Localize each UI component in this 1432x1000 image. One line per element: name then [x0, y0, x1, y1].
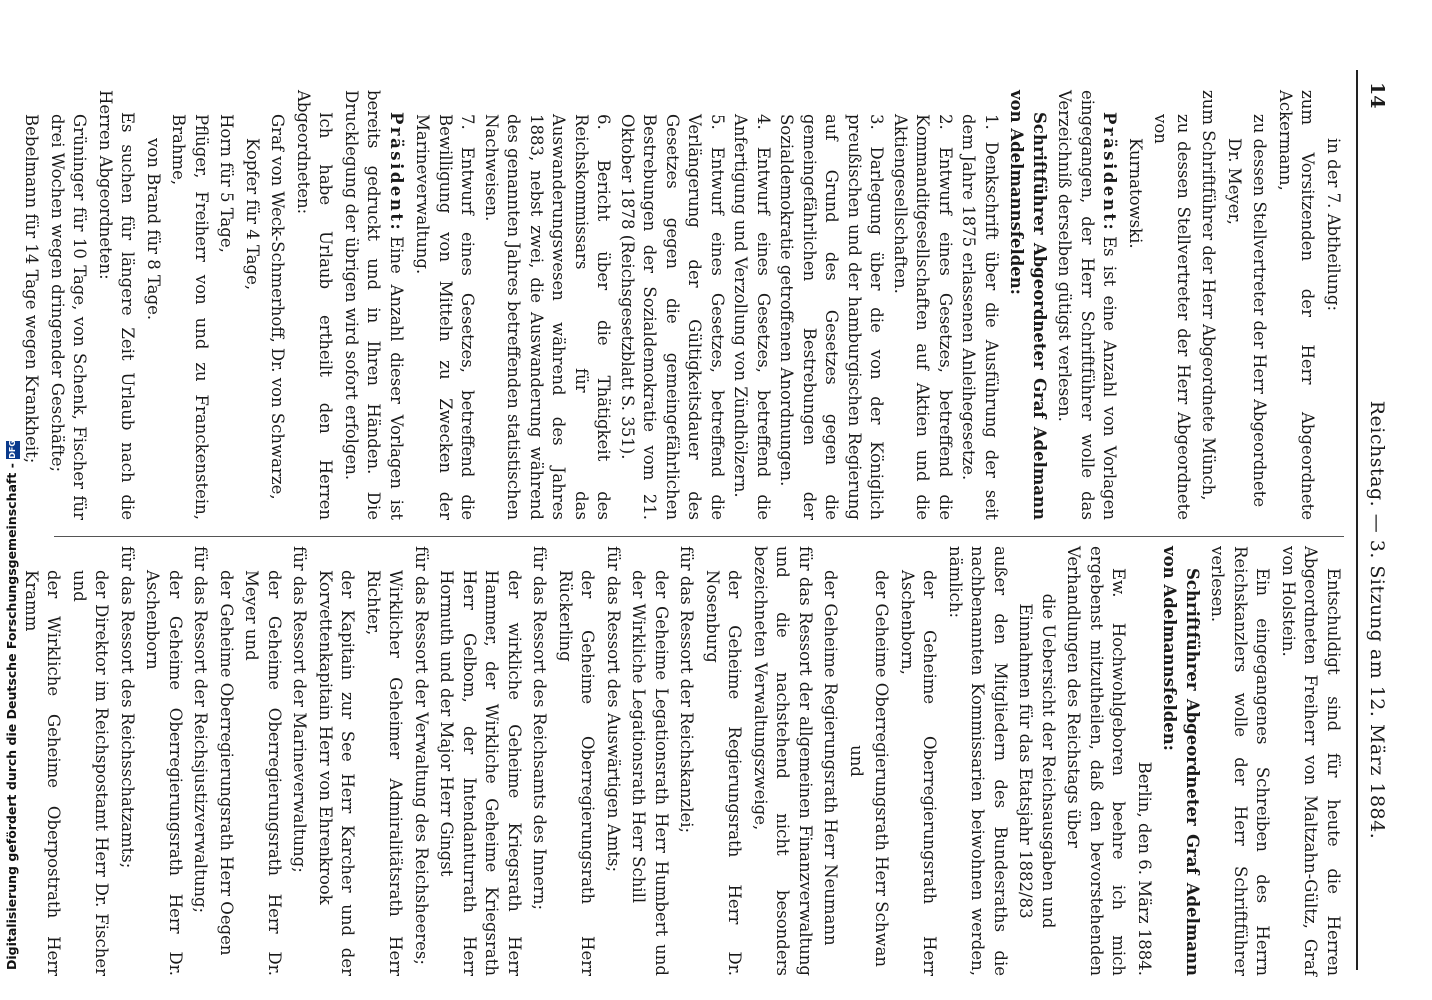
paragraph: zum Vorsitzenden der Herr Abgeordnete Ackermann, — [1276, 90, 1318, 520]
paragraph: für das Ressort des Reichsschatzamts; — [118, 546, 137, 869]
digitization-strip — [0, 0, 22, 1000]
paragraph: Dr. Meyer, — [1225, 138, 1244, 225]
paragraph: Pflüger, Freiherr von und zu Franckenstein, Brahme, — [169, 114, 211, 520]
paragraph: Horn für 5 Tage, — [217, 114, 237, 253]
paragraph: Kurnatowski. — [1126, 138, 1145, 249]
speech-text: Es ist eine Anzahl von Vorlagen eingegangen, der Herr Schriftführer wolle das Verzeichniß derselben gütigst verlesen. — [1055, 90, 1120, 520]
paragraph: Es suchen für längere Zeit Urlaub nach die Herren Abgeordneten: — [96, 90, 138, 520]
speech-text: Eine Anzahl dieser Vorlagen ist bereits gedruckt und in Ihren Händen. Die Drucklegung der übrigen wird sofort erfolgen. — [342, 90, 406, 520]
paragraph: Kopfer für 4 Tage, — [243, 138, 262, 291]
paragraph: zu dessen Stellvertreter der Herr Abgeordnete — [1250, 114, 1270, 508]
paragraph: für das Ressort der Verwaltung des Reichsheeres; — [412, 546, 431, 965]
president-speech — [1053, 90, 1121, 520]
page-number: 14 — [1366, 82, 1388, 109]
paragraph: außer den Mitgliedern des Bundesraths die nachbenannten Kommissarien beiwohnen werden, nämlich: — [946, 546, 1010, 976]
paragraph: für das Ressort des Reichsamts des Innern; — [530, 546, 550, 911]
paragraph: für das Ressort der Reichskanzlei; — [677, 546, 697, 834]
header-rule — [1356, 70, 1358, 970]
paragraph: der Wirkliche Geheime Oberpostrath Herr Kramm — [22, 570, 64, 976]
paragraph: der Geheime Oberregierungsrath Herr Oegen — [217, 570, 236, 956]
running-title: Reichstag. — 3. Sitzung am 12. März 1884. — [1366, 400, 1388, 840]
paragraph: in der 7. Abtheilung: — [1324, 138, 1343, 312]
page-header — [1362, 70, 1392, 970]
paragraph: von Brand für 8 Tage. — [144, 138, 163, 321]
paragraph: für das Ressort der Marineverwaltung; — [290, 546, 310, 873]
column-divider — [54, 536, 1344, 537]
paragraph: der Geheime Regierungsrath Herr Neumann — [821, 570, 841, 946]
paragraph: die Uebersicht der Reichsausgaben und Einnahmen für das Etatsjahr 1882/83 — [1016, 593, 1058, 929]
paragraph: Wirklicher Geheimer Admiralitätsrath Herr Richter, — [364, 570, 406, 976]
list-item: 3. Darlegung über die von der Königlich preußischen und der hamburgischen Regierung auf Grund des Gesetzes gegen die gemeingefährlichen Bestrebungen der Sozialdemokratie getroffenen Anordnungen. — [777, 114, 887, 520]
list-item: 4. Entwurf eines Gesetzes, betreffend die Anfertigung und Verzollung von Zündhölzern. — [731, 114, 773, 520]
paragraph: der Geheime Oberregierungsrath Herr Dr. Meyer und — [242, 570, 284, 976]
left-column — [0, 90, 1344, 520]
speaker-label: Präsident: — [1100, 112, 1120, 233]
digitization-text: Digitalisierung gefördert durch die Deutsche Forschungsgemeinschaft - — [4, 463, 19, 970]
submission-list — [411, 90, 1002, 520]
paragraph: und — [847, 745, 866, 777]
paragraph: Entschuldigt sind für heute die Herren Abgeordneten Freiherr von Maltzahn-Gültz, Graf von Holstein. — [1279, 546, 1343, 976]
paragraph: der wirkliche Geheime Kriegsrath Herr Hammer, der Wirkliche Geheime Kriegsrath Herr Gelbom, der Intendanturrath Herr Hormuth und der Major Herr Gingst — [437, 570, 524, 976]
paragraph: der Geheime Oberregierungsrath Herr Aschenborn, — [898, 570, 940, 976]
list-item: 7. Entwurf eines Gesetzes, betreffend die Bewilligung von Mitteln zu Zwecken der Marineverwaltung. — [413, 114, 478, 520]
paragraph: der Geheime Regierungsrath Herr Dr. Nosenburg — [703, 570, 745, 976]
paragraph: Ew. Hochwohlgeboren beehre ich mich ergebenst mitzutheilen, daß den bevorstehenden Verhandlungen des Reichstags über — [1064, 546, 1129, 976]
speaker-label: Präsident: — [387, 112, 406, 233]
paragraph: Bebelmann für 14 Tage wegen Krankheit; — [22, 114, 42, 464]
speaker-line: Schriftführer Abgeordneter Graf Adelmann von Adelmannsfelden: — [1007, 90, 1049, 520]
paragraph: der Geheime Legationsrath Herr Humbert und der Wirkliche Legationsrath Herr Schill — [629, 570, 671, 976]
right-column — [0, 546, 1344, 976]
list-item: 1. Denkschrift über die Ausführung der seit dem Jahre 1875 erlassenen Anleihegesetze. — [959, 114, 1001, 520]
paragraph: der Geheime Oberregierungsrath Herr Schwan — [872, 570, 892, 968]
digitization-note — [2, 0, 24, 1000]
letter-date: Berlin, den 6. März 1884. — [1135, 761, 1154, 976]
speaker-line: Schriftführer Abgeordneter Graf Adelmann von Adelmannsfelden: — [1160, 546, 1202, 976]
paragraph: Graf von Weck-Schmerhoff, Dr. von Schwarze, — [268, 114, 288, 500]
paragraph: zu dessen Stellvertreter der Herr Abgeordnete von — [1151, 114, 1193, 520]
list-item: 5. Entwurf eines Gesetzes, betreffend die Verlängerung der Gültigkeitsdauer des Gesetzes gegen die gemeingefährlichen Bestrebungen der Sozialdemokratie vom 21. Oktober 1878 (Reichsgesetzblatt S. 351). — [618, 114, 727, 520]
paragraph: Grüninger für 10 Tage, von Schenk, Fischer für drei Wochen wegen dringender Geschäfte; — [48, 114, 90, 520]
paragraph: der Kapitain zur See Herr Karcher und der Korvettenkapitain Herr von Ehrenkrook — [316, 570, 358, 976]
paragraph: Ich habe Urlaub ertheilt den Herren Abgeordneten: — [294, 90, 336, 520]
paragraph: der Geheime Oberregierungsrath Herr Dr. Aschenborn — [143, 570, 185, 976]
paragraph: für das Ressort der allgemeinen Finanzverwaltung und die nachstehend nicht besonders bezeichneten Verwaltungszweige, — [751, 546, 815, 976]
paragraph: Ein eingegangenes Schreiben des Herrn Reichskanzlers wolle der Herr Schriftführer verlesen. — [1208, 546, 1273, 976]
president-speech — [340, 90, 408, 520]
list-item: 6. Bericht über die Thätigkeit des Reichskommissars für das Auswanderungswesen während des Jahres 1883, nebst zwei, die Auswanderung während des genannten Jahres betreffenden statistischen Nachweisen. — [482, 114, 614, 520]
paragraph: zum Schriftführer der Herr Abgeordnete Münch, — [1199, 90, 1219, 501]
paragraph: der Geheime Oberregierungsrath Herr Rückerling — [556, 570, 598, 976]
paragraph: der Direktor im Reichspostamt Herr Dr. Fischer und — [70, 570, 112, 976]
list-item: 2. Entwurf eines Gesetzes, betreffend die Kommanditgesellschaften auf Aktien und die Aktiengesellschaften. — [891, 114, 955, 520]
dfg-logo-icon: DFG — [6, 441, 20, 459]
paragraph: für das Ressort der Reichsjustizverwaltung; — [191, 546, 211, 914]
paragraph: für das Ressort des Auswärtigen Amts; — [604, 546, 623, 873]
